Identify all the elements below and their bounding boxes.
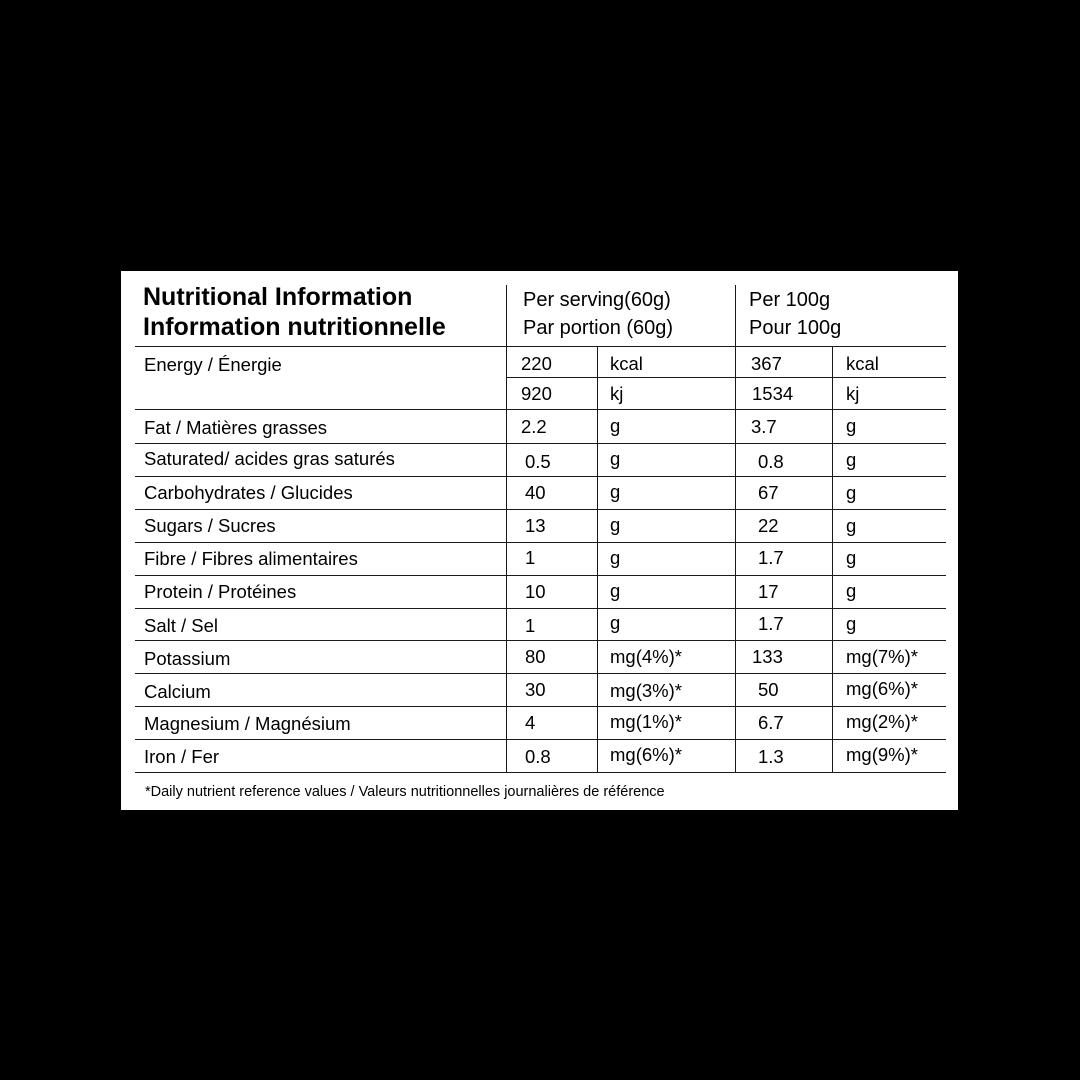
nutrient-per100-value: 67 (758, 482, 779, 503)
nutrient-per100-unit: g (846, 547, 857, 568)
column-divider-per100-unit (832, 346, 833, 772)
nutrient-per100-value: 22 (758, 515, 779, 536)
nutrient-label-magnesium: Magnesium / Magnésium (144, 713, 351, 734)
row-divider (135, 542, 946, 543)
nutrient-serving-unit: mg(1%)* (610, 711, 682, 732)
nutrient-serving-value: 2.2 (521, 416, 547, 437)
nutrient-per100-value: 3.7 (751, 416, 777, 437)
energy-kcal-per100: 367 (751, 353, 782, 374)
row-divider (135, 673, 946, 674)
energy-kj-per100-unit: kj (846, 383, 860, 404)
energy-kcal-serving-unit: kcal (610, 353, 643, 374)
nutrient-serving-unit: g (610, 547, 621, 568)
nutrient-serving-value: 30 (525, 679, 546, 700)
nutrient-per100-unit: mg(9%)* (846, 744, 918, 765)
nutrient-serving-unit: g (610, 580, 621, 601)
nutrient-serving-unit: g (610, 514, 621, 535)
nutrient-per100-unit: g (846, 613, 857, 634)
row-divider (135, 739, 946, 740)
energy-kcal-per100-unit: kcal (846, 353, 879, 374)
nutrient-per100-unit: g (846, 449, 857, 470)
row-divider (135, 575, 946, 576)
header-divider (135, 346, 946, 347)
nutrient-serving-unit: mg(6%)* (610, 744, 682, 765)
nutrient-label-potassium: Potassium (144, 648, 231, 669)
row-divider (135, 409, 946, 410)
nutrient-label-protein: Protein / Protéines (144, 581, 297, 602)
nutrient-serving-unit: g (610, 448, 621, 469)
table-bottom-line (135, 772, 946, 773)
nutrient-serving-unit: g (610, 481, 621, 502)
nutrient-serving-value: 1 (525, 615, 536, 636)
nutrient-per100-unit: g (846, 415, 857, 436)
per-100g-heading-english: Per 100g (749, 289, 831, 311)
nutrient-label-fibre: Fibre / Fibres alimentaires (144, 548, 358, 569)
title-english: Nutritional Information (143, 283, 413, 311)
nutrient-per100-value: 1.7 (758, 613, 784, 634)
energy-kj-per100: 1534 (752, 383, 794, 404)
per-100g-heading-french: Pour 100g (749, 317, 842, 339)
nutrition-label-panel (121, 271, 958, 810)
per-serving-heading-english: Per serving(60g) (523, 289, 671, 311)
footnote: *Daily nutrient reference values / Valeurs nutritionnelles journalières de référence (145, 784, 665, 800)
row-divider (135, 706, 946, 707)
energy-kj-serving: 920 (521, 383, 552, 404)
nutrient-per100-unit: mg(6%)* (846, 678, 918, 699)
nutrient-per100-value: 6.7 (758, 712, 784, 733)
row-divider (135, 476, 946, 477)
title-french: Information nutritionnelle (143, 313, 446, 341)
energy-subrow-divider (506, 377, 946, 378)
nutrient-serving-unit: mg(4%)* (610, 646, 682, 667)
nutrient-label-fat: Fat / Matières grasses (144, 417, 328, 438)
nutrient-label-calcium: Calcium (144, 681, 211, 702)
nutrient-serving-value: 80 (525, 646, 546, 667)
nutrient-per100-value: 0.8 (758, 451, 784, 472)
nutrient-per100-unit: mg(7%)* (846, 646, 918, 667)
nutrient-per100-unit: g (846, 482, 857, 503)
nutrient-serving-value: 0.8 (525, 746, 551, 767)
nutrient-serving-value: 13 (525, 515, 546, 536)
nutrient-per100-unit: g (846, 515, 857, 536)
energy-kj-serving-unit: kj (610, 383, 624, 404)
nutrient-per100-unit: g (846, 580, 857, 601)
nutrient-serving-unit: mg(3%)* (610, 680, 682, 701)
row-divider (135, 640, 946, 641)
per-serving-heading-french: Par portion (60g) (523, 317, 674, 339)
nutrient-label-saturated: Saturated/ acides gras saturés (144, 448, 395, 469)
nutrient-serving-value: 1 (525, 547, 536, 568)
column-divider-label (506, 285, 507, 772)
row-divider (135, 443, 946, 444)
energy-label: Energy / Énergie (144, 354, 282, 375)
energy-kcal-serving: 220 (521, 353, 552, 374)
nutrient-per100-value: 50 (758, 679, 779, 700)
nutrient-serving-value: 4 (525, 712, 536, 733)
nutrient-per100-value: 17 (758, 581, 779, 602)
nutrient-per100-value: 133 (752, 646, 783, 667)
nutrient-label-carbohydrates: Carbohydrates / Glucides (144, 482, 353, 503)
nutrient-per100-unit: mg(2%)* (846, 711, 918, 732)
nutrient-label-iron: Iron / Fer (144, 746, 220, 767)
nutrient-label-sugars: Sugars / Sucres (144, 515, 276, 536)
row-divider (135, 509, 946, 510)
column-divider-per100 (735, 285, 736, 772)
nutrient-serving-unit: g (610, 415, 621, 436)
nutrient-serving-value: 10 (525, 581, 546, 602)
row-divider (135, 608, 946, 609)
nutrient-serving-value: 40 (525, 482, 546, 503)
nutrient-per100-value: 1.7 (758, 547, 784, 568)
nutrient-per100-value: 1.3 (758, 746, 784, 767)
nutrient-serving-value: 0.5 (525, 451, 551, 472)
nutrient-label-salt: Salt / Sel (144, 615, 219, 636)
column-divider-serving-unit (597, 346, 598, 772)
nutrient-serving-unit: g (610, 612, 621, 633)
